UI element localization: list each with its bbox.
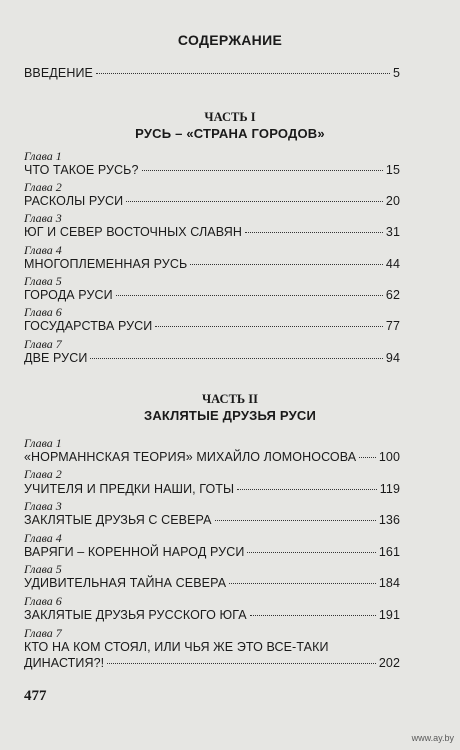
chapter-label: Глава 1	[24, 436, 62, 450]
chapter-label: Глава 4	[24, 243, 62, 257]
toc-entry-page: 31	[385, 225, 400, 239]
chapter-label: Глава 2	[24, 180, 62, 194]
toc-entry-label: ДВЕ РУСИ	[24, 351, 88, 365]
toc-entry	[24, 608, 400, 622]
chapter-label: Глава 6	[24, 305, 62, 319]
toc-entry-label-line1: КТО НА КОМ СТОЯЛ, ИЛИ ЧЬЯ ЖЕ ЭТО ВСЕ-ТАКИ	[24, 640, 329, 654]
dot-leader	[245, 232, 383, 233]
chapter-label: Глава 4	[24, 531, 62, 545]
dot-leader	[90, 358, 382, 359]
dot-leader	[250, 615, 376, 616]
chapter-label: Глава 2	[24, 467, 62, 481]
toc-entry-label: ГОРОДА РУСИ	[24, 288, 113, 302]
dot-leader	[107, 663, 376, 664]
chapter-label: Глава 1	[24, 149, 62, 163]
toc-entry-page: 184	[378, 576, 400, 590]
toc-entry-page: 5	[392, 66, 400, 80]
toc-entry-label: ВАРЯГИ – КОРЕННОЙ НАРОД РУСИ	[24, 545, 245, 559]
toc-entry-page: 100	[378, 450, 400, 464]
toc-entry-label: ЗАКЛЯТЫЕ ДРУЗЬЯ С СЕВЕРА	[24, 513, 212, 527]
part-subtitle: ЗАКЛЯТЫЕ ДРУЗЬЯ РУСИ	[144, 408, 316, 423]
chapter-label: Глава 5	[24, 274, 62, 288]
part-heading: ЧАСТЬ II	[201, 392, 259, 406]
toc-entry-label: УДИВИТЕЛЬНАЯ ТАЙНА СЕВЕРА	[24, 576, 227, 590]
page-title: СОДЕРЖАНИЕ	[177, 32, 283, 48]
dot-leader	[237, 489, 377, 490]
toc-entry	[24, 319, 400, 333]
toc-entry-label: ЧТО ТАКОЕ РУСЬ?	[24, 163, 139, 177]
toc-entry	[24, 482, 400, 496]
toc-entry-page: 136	[378, 513, 400, 527]
toc-entry	[24, 513, 400, 527]
chapter-label: Глава 3	[24, 211, 62, 225]
dot-leader	[190, 264, 383, 265]
chapter-label: Глава 7	[24, 626, 62, 640]
toc-entry-label: «НОРМАННСКАЯ ТЕОРИЯ» МИХАЙЛО ЛОМОНОСОВА	[24, 450, 357, 464]
chapter-label: Глава 5	[24, 562, 62, 576]
toc-entry-label: УЧИТЕЛЯ И ПРЕДКИ НАШИ, ГОТЫ	[24, 482, 235, 496]
toc-entry-intro	[24, 66, 400, 80]
dot-leader	[359, 457, 376, 458]
toc-entry-page: 15	[385, 163, 400, 177]
chapter-label: Глава 6	[24, 594, 62, 608]
toc-entry	[24, 545, 400, 559]
chapter-label: Глава 7	[24, 337, 62, 351]
toc-entry-page: 202	[378, 656, 400, 670]
toc-entry	[24, 163, 400, 177]
toc-entry	[24, 656, 400, 670]
toc-entry-label: ЗАКЛЯТЫЕ ДРУЗЬЯ РУССКОГО ЮГА	[24, 608, 247, 622]
toc-entry	[24, 450, 400, 464]
chapter-label: Глава 3	[24, 499, 62, 513]
dot-leader	[116, 295, 383, 296]
toc-entry	[24, 194, 400, 208]
part-subtitle: РУСЬ – «СТРАНА ГОРОДОВ»	[135, 126, 325, 141]
toc-entry	[24, 288, 400, 302]
dot-leader	[142, 170, 383, 171]
toc-entry-label: РАСКОЛЫ РУСИ	[24, 194, 124, 208]
dot-leader	[229, 583, 376, 584]
toc-entry	[24, 351, 400, 365]
toc-entry-page: 191	[378, 608, 400, 622]
toc-entry-page: 119	[379, 482, 400, 496]
toc-entry-label: ВВЕДЕНИЕ	[24, 66, 93, 80]
toc-entry-label: МНОГОПЛЕМЕННАЯ РУСЬ	[24, 257, 188, 271]
dot-leader	[96, 73, 390, 74]
toc-entry-label: ГОСУДАРСТВА РУСИ	[24, 319, 153, 333]
toc-entry-page: 44	[385, 257, 400, 271]
watermark: www.ay.by	[411, 733, 454, 743]
dot-leader	[155, 326, 383, 327]
toc-entry	[24, 257, 400, 271]
page-number: 477	[24, 688, 47, 704]
dot-leader	[247, 552, 375, 553]
toc-entry	[24, 576, 400, 590]
toc-entry-label: ЮГ И СЕВЕР ВОСТОЧНЫХ СЛАВЯН	[24, 225, 243, 239]
toc-entry-page: 62	[385, 288, 400, 302]
part-heading: ЧАСТЬ I	[204, 110, 256, 124]
dot-leader	[215, 520, 376, 521]
toc-entry-page: 20	[385, 194, 400, 208]
toc-entry-page: 161	[378, 545, 400, 559]
toc-entry-page: 94	[385, 351, 400, 365]
dot-leader	[126, 201, 383, 202]
toc-entry	[24, 225, 400, 239]
toc-entry-label-line2: ДИНАСТИЯ?!	[24, 656, 105, 670]
toc-entry-page: 77	[385, 319, 400, 333]
